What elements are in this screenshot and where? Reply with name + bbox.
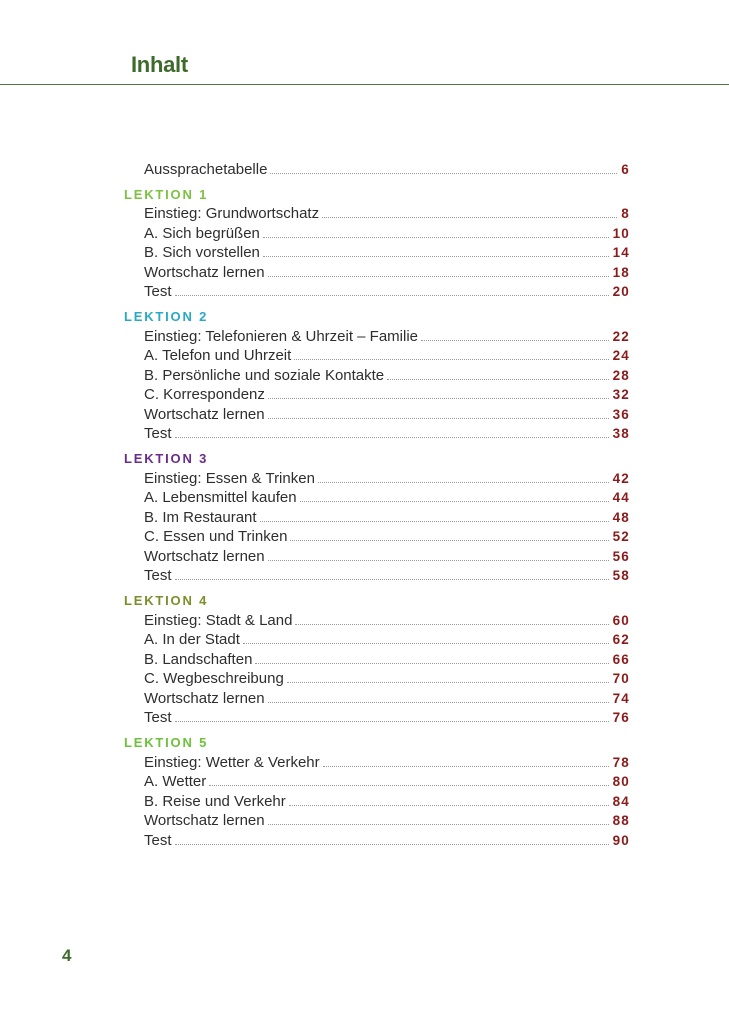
lesson-section-5 <box>124 734 630 849</box>
lesson-section-1 <box>124 186 630 301</box>
toc-entry-label: C. Korrespondenz <box>144 386 265 403</box>
toc-entry-label: Einstieg: Wetter & Verkehr <box>144 753 320 771</box>
page-number: 4 <box>62 946 72 965</box>
toc-entry-page: 66 <box>612 651 630 667</box>
toc-entry[interactable] <box>144 222 630 242</box>
dot-leader <box>263 237 609 238</box>
toc-entry[interactable] <box>144 771 630 791</box>
toc-entry-page: 18 <box>612 264 630 280</box>
toc-entry[interactable] <box>144 565 630 585</box>
dot-leader <box>209 785 608 786</box>
toc-entry[interactable] <box>144 687 630 707</box>
toc-entry-label: Test <box>144 709 172 726</box>
dot-leader <box>268 824 609 825</box>
toc-entry-page: 80 <box>612 774 630 789</box>
toc-entry[interactable] <box>144 545 630 565</box>
toc-entry-page: 28 <box>612 367 630 383</box>
toc-entry[interactable] <box>144 829 630 849</box>
toc-entry-label: Wortschatz lernen <box>144 547 265 565</box>
lesson-heading: LEKTION 5 <box>124 735 209 750</box>
toc-entry-label: Aussprachetabelle <box>144 160 268 178</box>
lesson-heading: LEKTION 1 <box>124 186 209 202</box>
dot-leader <box>268 398 609 399</box>
dot-leader <box>175 844 609 845</box>
toc-entry-label: A. Wetter <box>144 773 207 790</box>
toc-entry[interactable] <box>144 609 630 629</box>
toc-entry[interactable] <box>144 403 630 423</box>
dot-leader <box>175 437 609 438</box>
lesson-section-3 <box>124 450 630 584</box>
toc-entry-page: 32 <box>612 387 630 402</box>
toc-entry-page: 44 <box>612 490 630 505</box>
lesson-heading: LEKTION 4 <box>124 593 209 608</box>
toc-entry-page: 70 <box>612 671 630 686</box>
toc-entry-page: 20 <box>612 284 630 299</box>
dot-leader <box>421 340 609 341</box>
toc-entry-label: Wortschatz lernen <box>144 812 265 829</box>
title-divider <box>0 84 729 85</box>
lesson-section-4 <box>124 592 630 726</box>
dot-leader <box>318 482 609 483</box>
lesson-heading: LEKTION 3 <box>124 451 209 466</box>
toc-entry-label: Wortschatz lernen <box>144 689 265 707</box>
toc-entry-label: A. Sich begrüßen <box>144 224 260 242</box>
toc-entry-label: A. In der Stadt <box>144 631 240 648</box>
toc-entry-page: 78 <box>612 754 630 770</box>
toc-entry-intro[interactable] <box>144 158 630 178</box>
dot-leader <box>290 540 608 541</box>
toc-entry-page: 48 <box>612 509 630 525</box>
page-title: Inhalt <box>131 52 188 77</box>
table-of-contents <box>124 158 630 849</box>
toc-entry-page: 88 <box>612 813 630 828</box>
toc-entry[interactable] <box>144 423 630 443</box>
toc-entry-page: 14 <box>612 245 630 260</box>
toc-entry-label: Test <box>144 831 172 849</box>
toc-entry-page: 84 <box>612 793 630 809</box>
toc-entry-label: Test <box>144 567 172 584</box>
toc-entry-page: 52 <box>612 529 630 544</box>
toc-entry[interactable] <box>144 810 630 830</box>
toc-entry-page: 6 <box>621 161 630 177</box>
dot-leader <box>268 276 609 277</box>
dot-leader <box>175 721 609 722</box>
toc-entry[interactable] <box>144 384 630 404</box>
toc-entry[interactable] <box>144 506 630 526</box>
toc-entry-page: 22 <box>612 328 630 344</box>
dot-leader <box>295 624 608 625</box>
toc-entry-label: Einstieg: Stadt & Land <box>144 611 293 629</box>
toc-entry[interactable] <box>144 668 630 688</box>
dot-leader <box>268 560 609 561</box>
toc-entry-page: 76 <box>612 710 630 725</box>
lesson-heading: LEKTION 2 <box>124 309 209 324</box>
dot-leader <box>255 663 608 664</box>
dot-leader <box>387 379 608 380</box>
toc-entry-label: Einstieg: Telefonieren & Uhrzeit – Familie <box>144 327 419 345</box>
toc-entry-page: 62 <box>612 632 630 647</box>
toc-entry-page: 36 <box>612 406 630 422</box>
toc-entry-page: 38 <box>612 426 630 441</box>
toc-entry-page: 74 <box>612 690 630 706</box>
dot-leader <box>322 217 617 218</box>
toc-entry-label: Einstieg: Essen & Trinken <box>144 469 315 487</box>
toc-entry-label: Wortschatz lernen <box>144 405 265 423</box>
dot-leader <box>175 579 609 580</box>
toc-entry-label: C. Essen und Trinken <box>144 528 288 545</box>
dot-leader <box>287 682 609 683</box>
toc-entry-label: B. Im Restaurant <box>144 508 257 526</box>
toc-entry-page: 58 <box>612 568 630 583</box>
toc-entry-page: 60 <box>612 612 630 628</box>
toc-entry-label: B. Landschaften <box>144 650 253 668</box>
toc-entry[interactable] <box>144 364 630 384</box>
toc-entry[interactable] <box>144 281 630 301</box>
toc-entry-label: A. Lebensmittel kaufen <box>144 489 297 506</box>
toc-entry[interactable] <box>144 526 630 546</box>
dot-leader <box>270 173 617 174</box>
dot-leader <box>294 359 608 360</box>
dot-leader <box>268 418 609 419</box>
dot-leader <box>268 702 609 703</box>
toc-entry-page: 10 <box>612 225 630 241</box>
toc-entry-label: Einstieg: Grundwortschatz <box>144 205 320 222</box>
toc-entry-label: A. Telefon und Uhrzeit <box>144 347 292 364</box>
dot-leader <box>289 805 609 806</box>
toc-entry-label: Test <box>144 283 172 300</box>
toc-entry-page: 8 <box>621 206 630 221</box>
toc-entry[interactable] <box>144 203 630 223</box>
dot-leader <box>300 501 609 502</box>
toc-entry-label: B. Sich vorstellen <box>144 244 260 261</box>
toc-entry[interactable] <box>144 345 630 365</box>
lesson-section-2 <box>124 308 630 442</box>
dot-leader <box>243 643 609 644</box>
toc-entry-label: B. Persönliche und soziale Kontakte <box>144 366 385 384</box>
toc-entry-label: C. Wegbeschreibung <box>144 670 284 687</box>
toc-entry[interactable] <box>144 790 630 810</box>
lesson-list <box>124 186 630 849</box>
toc-entry[interactable] <box>144 487 630 507</box>
toc-entry[interactable] <box>144 648 630 668</box>
dot-leader <box>260 521 609 522</box>
toc-entry-label: Wortschatz lernen <box>144 263 265 281</box>
toc-entry-page: 90 <box>612 832 630 848</box>
toc-entry[interactable] <box>144 467 630 487</box>
toc-entry[interactable] <box>144 707 630 727</box>
toc-entry-page: 24 <box>612 348 630 363</box>
dot-leader <box>175 295 609 296</box>
toc-entry[interactable] <box>144 261 630 281</box>
toc-entry-page: 42 <box>612 470 630 486</box>
toc-entry[interactable] <box>144 629 630 649</box>
dot-leader <box>263 256 609 257</box>
toc-entry-label: B. Reise und Verkehr <box>144 792 286 810</box>
toc-entry-label: Test <box>144 425 172 442</box>
toc-entry[interactable] <box>144 242 630 262</box>
toc-entry[interactable] <box>144 751 630 771</box>
toc-entry[interactable] <box>144 325 630 345</box>
toc-entry-page: 56 <box>612 548 630 564</box>
dot-leader <box>323 766 609 767</box>
